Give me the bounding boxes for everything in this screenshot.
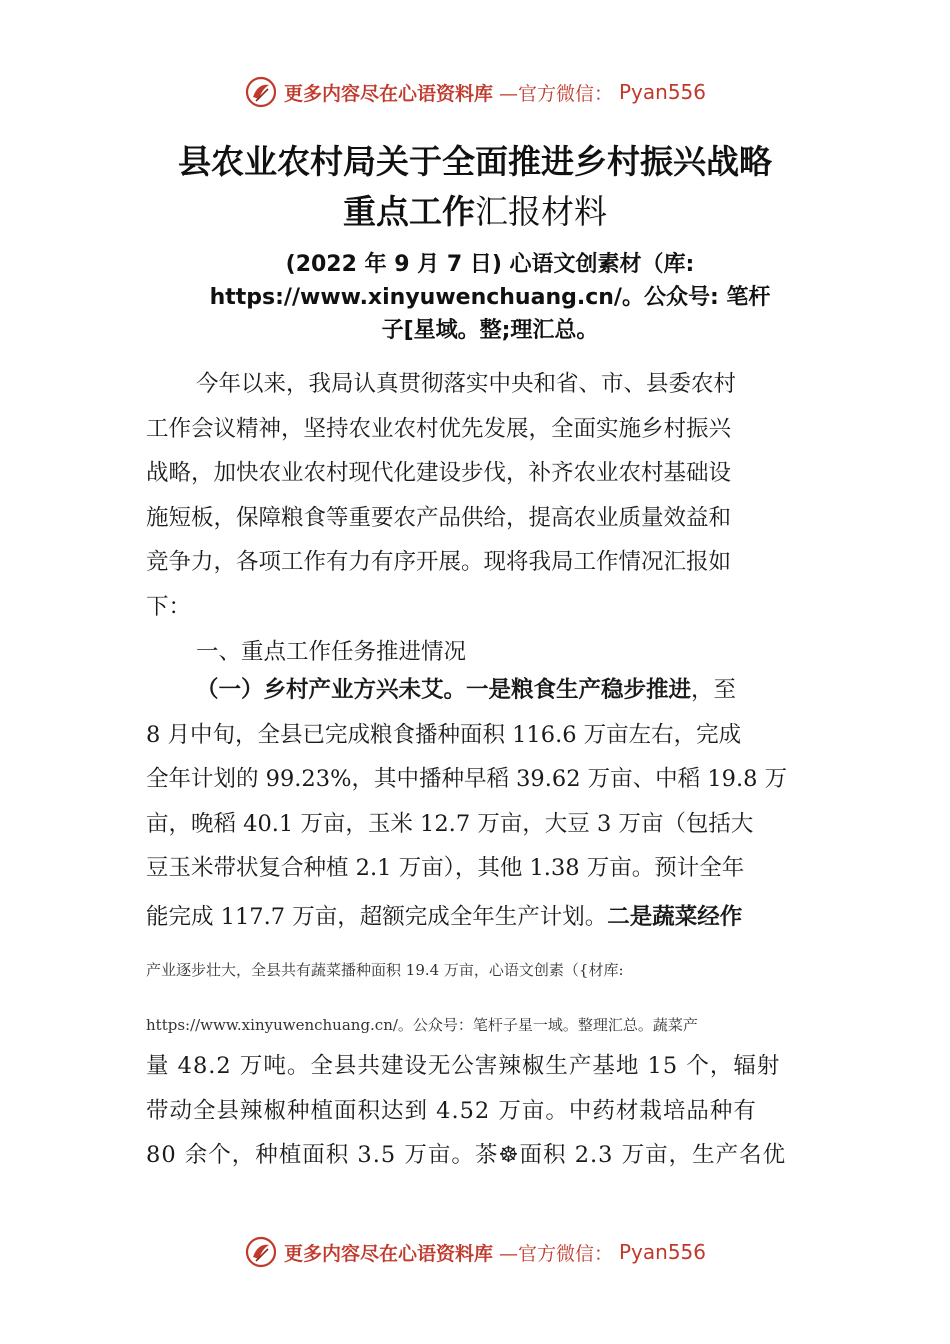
body-line: 带动全县辣椒种植面积达到 4.52 万亩。中药材栽培品种有	[146, 1097, 757, 1124]
subsection-paragraph: （一）乡村产业方兴未艾。一是粮食生产稳步推进，至 8 月中旬，全县已完成粮食播种面积 116.6 万亩左右，完成 全年计划的 99.23%，其中播种早稻 39.62 万亩、中稻 19.8 万 亩，晚稻 40.1 万亩，玉米 12.7 万亩，大豆 3 万亩（包括大 豆玉米带状复合种植 2.1 万亩），其他 1.38 万亩。预计全年 能完成 117.7 万亩，超额完成全年生产计划。二是蔬菜经作	[146, 668, 836, 939]
watermark-handle: Pyan556	[619, 1240, 707, 1264]
intro-line: 今年以来，我局认真贯彻落实中央和省、市、县委农村	[196, 371, 737, 397]
subtitle-line1: (2022 年 9 月 7 日) 心语文创素材（库:	[285, 252, 695, 277]
intro-line: 下：	[146, 593, 192, 620]
small-text-line: https://www.xinyuwenchuang.cn/。公众号：笔杆子星一域。整理汇总。蔬菜产	[146, 1016, 698, 1034]
subsection-heading: （一）乡村产业方兴未艾。一是粮食生产稳步推进	[196, 677, 692, 703]
watermark-handle: Pyan556	[619, 80, 707, 104]
watermark-header	[0, 72, 950, 112]
section-heading: 一、重点工作任务推进情况	[196, 639, 467, 665]
watermark-text: 更多内容尽在心语资料库	[283, 1242, 493, 1265]
intro-line: 施短板，保障粮食等重要农产品供给，提高农业质量效益和	[146, 504, 732, 531]
title-bold-part: 重点工作	[343, 192, 475, 231]
intro-paragraph	[146, 362, 836, 629]
watermark-dash: —官方微信：	[498, 1242, 613, 1265]
subsection-point-two: 二是蔬菜经作	[607, 903, 743, 930]
title-light-part: 汇报材料	[475, 192, 607, 231]
intro-line: 工作会议精神，坚持农业农村优先发展，全面实施乡村振兴	[146, 415, 732, 442]
subtitle-line3: 子[星域。整;理汇总。	[381, 318, 599, 343]
document-title-line2	[0, 190, 950, 234]
watermark-dash: —官方微信：	[498, 82, 613, 105]
body-line: 全年计划的 99.23%，其中播种早稻 39.62 万亩、中稻 19.8 万	[146, 766, 788, 792]
body-line: 8 月中旬，全县已完成粮食播种面积 116.6 万亩左右，完成	[146, 721, 742, 748]
body-line: 豆玉米带状复合种植 2.1 万亩），其他 1.38 万亩。预计全年	[146, 855, 745, 881]
subtitle-line2: https://www.xinyuwenchuang.cn/。公众号: 笔杆	[209, 285, 771, 310]
continuation-paragraph	[146, 1044, 836, 1178]
intro-line: 战略，加快农业农村现代化建设步伐，补齐农业农村基础设	[146, 460, 732, 486]
watermark-text: 更多内容尽在心语资料库	[283, 82, 493, 105]
body-line: 亩，晚稻 40.1 万亩，玉米 12.7 万亩，大豆 3 万亩（包括大	[146, 810, 754, 837]
intro-line: 竞争力，各项工作有力有序开展。现将我局工作情况汇报如	[146, 549, 732, 575]
small-text-line: 产业逐步壮大，全县共有蔬菜播种面积 19.4 万亩，心语文创素（{材库:	[146, 961, 624, 979]
library-logo-icon	[244, 75, 278, 109]
library-logo-icon	[244, 1235, 278, 1269]
body-line: 80 余个，种植面积 3.5 万亩。茶☸面积 2.3 万亩，生产名优	[146, 1142, 787, 1168]
watermark-footer	[0, 1232, 950, 1272]
body-line: 量 48.2 万吨。全县共建设无公害辣椒生产基地 15 个，辐射	[146, 1053, 781, 1079]
document-title-line1: 县农业农村局关于全面推进乡村振兴战略	[178, 142, 772, 181]
